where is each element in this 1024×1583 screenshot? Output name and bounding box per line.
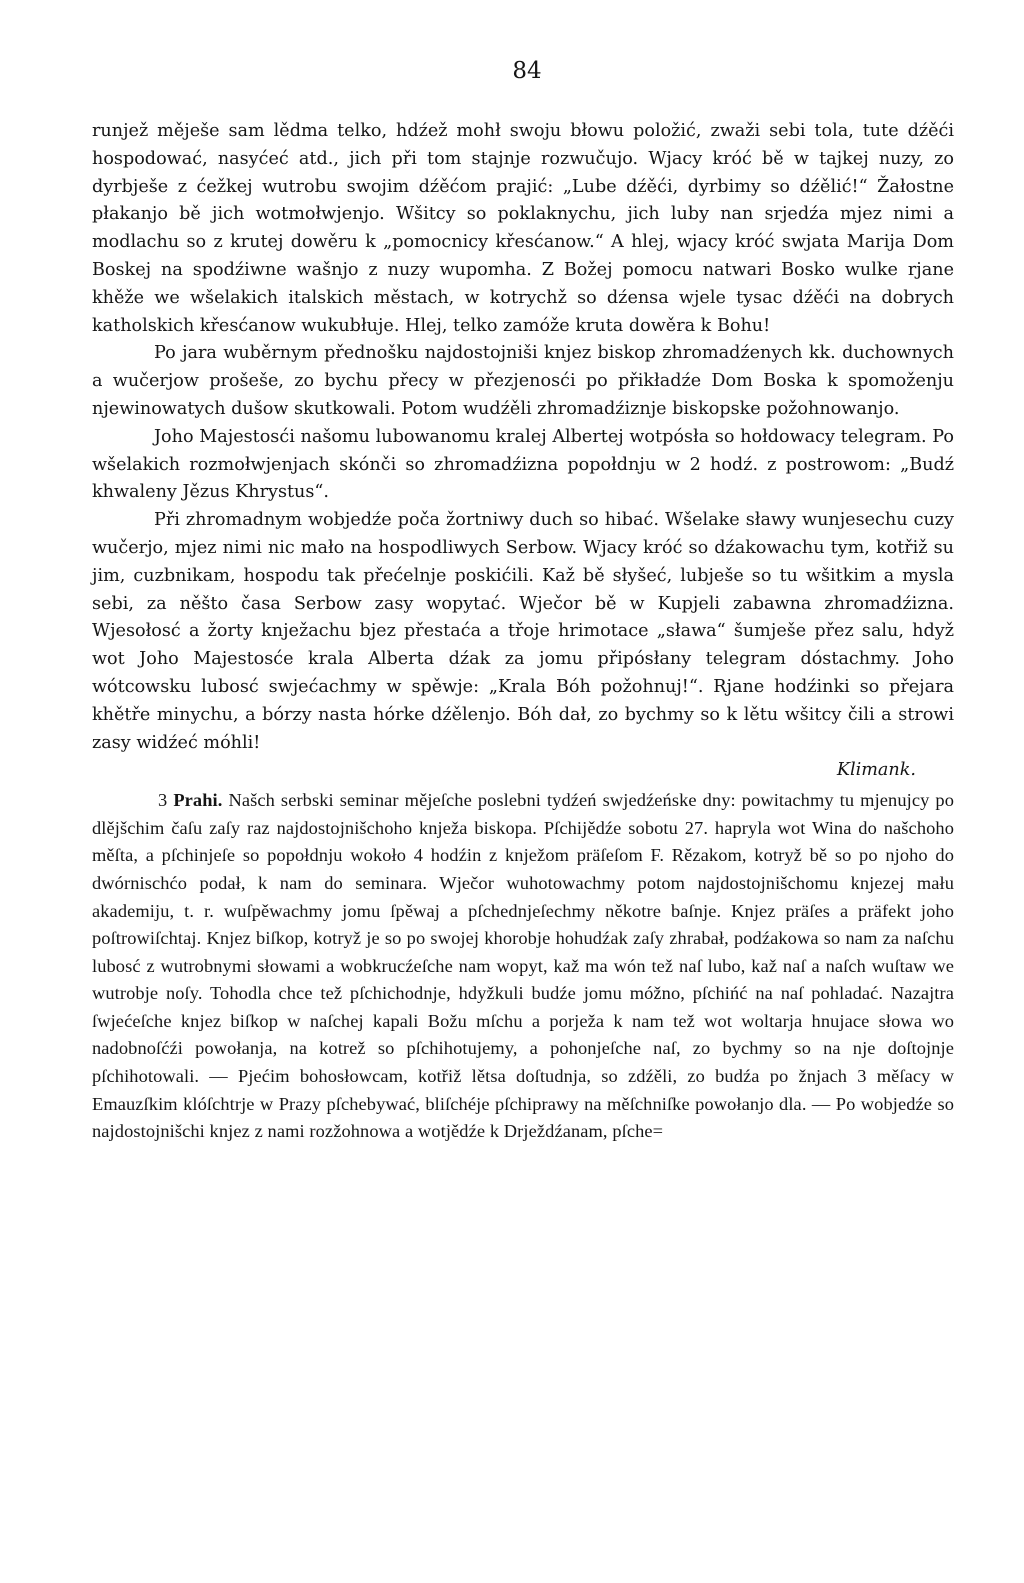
paragraph: runjež měješe sam lědma telko, hdźež mohł swoju błowu položić, zwaži sebi tola, tute dźěći hospodować, nasyćeć atd., jich při tom stajnje rozwučujo. Wjacy króć bě w tajkej nuzy, zo dyrbješe z ćežkej wutrobu swojim dźěćom prajić: „Lube dźěći, dyrbimy so dźělić!“ Žałostne płakanjo bě jich wotmołwjenjo. Wšitcy so poklaknychu, jich luby nan srjedźa mjez nimi a modlachu so z krutej dowěru k „pomocnicy křesćanow.“ A hlej, wjacy króć swjata Marija Dom Boskej na spodźiwne wašnjo z nuzy wupomha. Z Božej pomocu natwari Bosko wulke rjane khěže we wšelakich italskich městach, w kotrychž so dźensa wjele tysac dźěći na dobrych katholskich křesćanow wukubłuje. Hlej, telko zamóže kruta dowěra k Bohu!	[92, 121, 954, 336]
article-body	[92, 118, 954, 785]
page-number: 84	[512, 58, 542, 84]
section-number: 3	[158, 790, 168, 811]
paragraph: Joho Majestosći našomu lubowanomu kralej Albertej wotpósła so hołdowacy telegram. Po wšelakich rozmołwjenjach skónči so zhromadźizna popołdnju w 2 hodź. z postrowom: „Budź khwaleny Jězus Khrystus“.	[92, 426, 954, 503]
paragraph: Po jara wuběrnym přednošku najdostojniši knjez biskop zhromadźenych kk. duchownych a wučerjow prošeše, zo bychu přecy w přezjenosći po přikładźe Dom Boska k spomoženju njewinowatych dušow skutkowali. Potom wudźěli zhromadźiznje biskopske požohnowanjo.	[92, 343, 954, 419]
fraktur-paragraph	[92, 787, 954, 1146]
fraktur-body: Našch serbski seminar mějeſche poslebni tydźeń swjedźeńske dny: powitachmy tu mjenujcy po dlějšchim čaſu zaſy raz najdostojnišchoho knježa biskopa. Pſchijědźe sobotu 27. hapryla wot Wina do našchoho měſta, a pſchinjeſe so popołdnju wokoło 4 hodźin z knježom präſeſom F. Rězakom, kotryž bě so po njoho do dwórnischćo podał, k nam do seminara. Wječor wuhotowachmy potom najdostojnišchomu knjezej mału akademiju, t. r. wuſpěwachmy jomu ſpěwaj a pſchednjeſechmy někotre baſnje. Knjez präſes a präfekt joho poſtrowiſchtaj. Knjez biſkop, kotryž je so po swojej khorobje hohudźak zaſy zhrabał, podźakowa so nam za naſchu lubosć z wutrobnymi słowami a wobkrucźeſche nam wopyt, kaž ma wón tež naſ lubo, kaž naſ a naſch wuſtaw we wutrobje noſy. Tohodla chce tež pſchichodnje, hdyžkuli budźe jomu móžno, pſchińć na naſ pohladać. Nazajtra ſwjećeſche knjez biſkop w naſchej kapali Božu mſchu a porježa k nam tež wot woltarja hnujace słowa wo nadobnoſćźi powołanja, na kotrež so pſchihotujemy, a pohonjeſche naſ, zo bychmy so na nje doſtojnje pſchihotowali. — Pjećim bohosłowcam, kotřiž lětsa doſtudnja, so zdźěli, zo budźa po žnjach 3 měſacy w Emauzſkim klóſchtrje w Prazy pſchebywać, bliſchéje pſchiprawy na měſchniſke powołanjo dla. — Po wobjedźe so najdostojnišchi knjez z nami rozžohnowa a wotjědźe k Drježdźanam, pſche=	[92, 790, 955, 1142]
paragraph: Při zhromadnym wobjedźe poča žortniwy duch so hibać. Wšelake sławy wunjesechu cuzy wučerjo, mjez nimi nic mało na hospodliwych Serbow. Wjacy króć so dźakowachu tym, kotřiž su jim, cuzbnikam, hospodu tak přećelnje poskićili. Kaž bě słyšeć, lubješe so tu wšitkim a mysla sebi, za něšto časa Serbow zasy wopytać. Wječor bě w Kupjeli zabawna zhromadźizna. Wjesołosć a žorty knježachu bjez přestaća a třoje hrimotace „sława“ šumješe přez salu, hdyž wot Joho Majestosće krala Alberta dźak za jomu připósłany telegram dóstachmy. Joho wótcowsku lubosć swjećachmy w spěwje: „Krala Bóh požohnuj!“. Rjane hodźinki so přejara khětře minychu, a bórzy nasta hórke dźělenjo. Bóh dał, zo bychmy so k lětu wšitcy čili a strowi zasy widźeć móhli!	[92, 510, 954, 753]
author-signature: Klimank.	[836, 760, 916, 781]
page	[92, 58, 954, 1146]
fraktur-section	[92, 787, 954, 1146]
dateline: Prahi.	[173, 790, 223, 811]
